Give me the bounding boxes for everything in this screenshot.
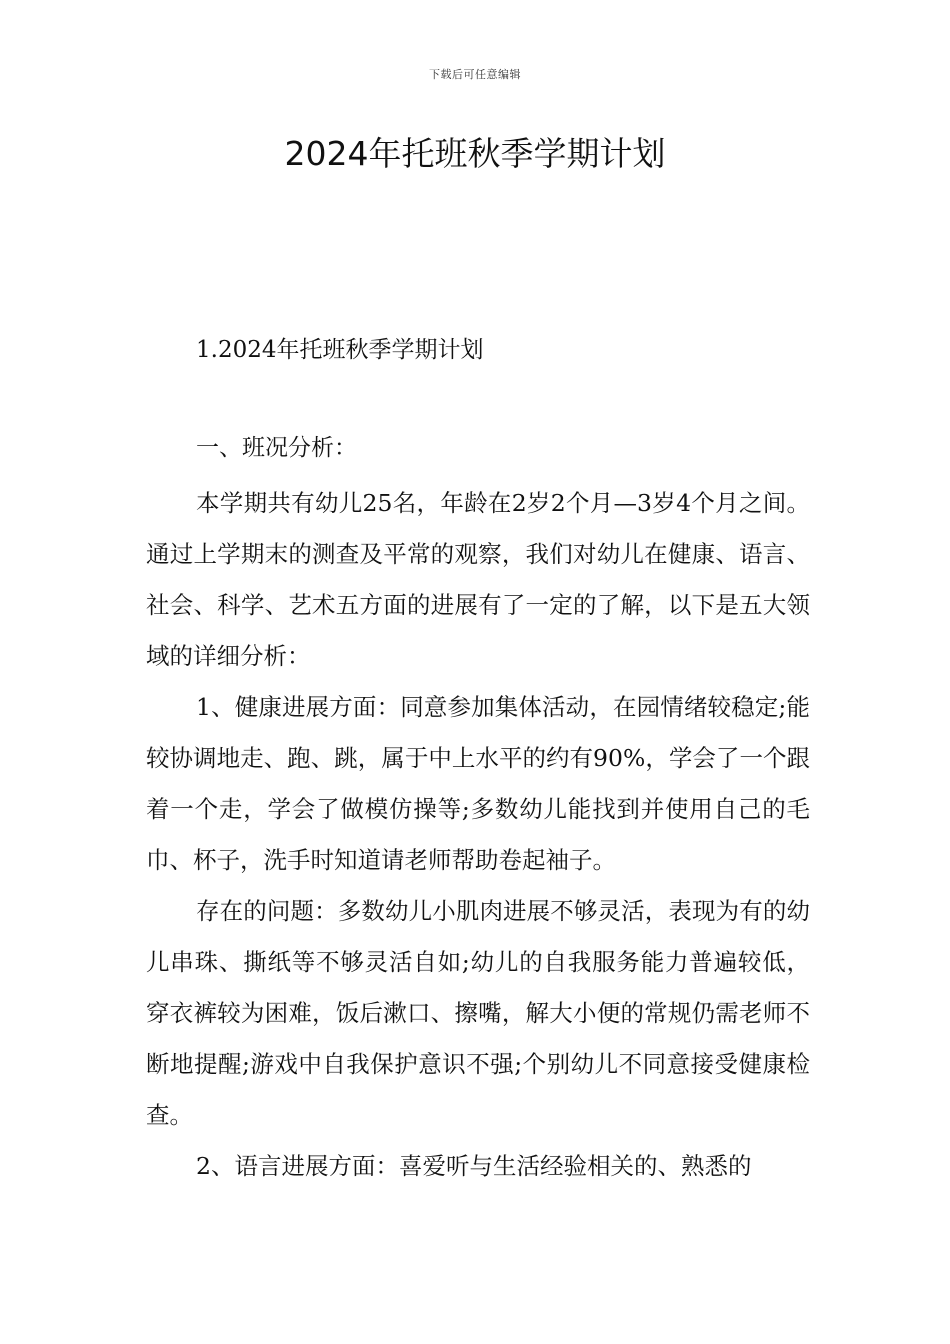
paragraph-language: 2、语言进展方面：喜爱听与生活经验相关的、熟悉的 bbox=[196, 1152, 752, 1180]
body-text bbox=[146, 478, 810, 1192]
sub-heading-class-analysis: 一、班况分析： bbox=[196, 435, 357, 461]
paragraph-intro: 本学期共有幼儿25名，年龄在2岁2个月—3岁4个月之间。通过上学期末的测查及平常的观察，我们对幼儿在健康、语言、社会、科学、艺术五方面的进展有了一定的了解，以下是五大领域的详细分析： bbox=[146, 489, 810, 670]
paragraph-problems: 存在的问题：多数幼儿小肌肉进展不够灵活，表现为有的幼儿串珠、撕纸等不够灵活自如;幼儿的自我服务能力普遍较低，穿衣裤较为困难，饭后漱口、擦嘴，解大小便的常规仍需老师不断地提醒;游戏中自我保护意识不强;个别幼儿不同意接受健康检查。 bbox=[146, 897, 810, 1129]
header-note: 下载后可任意编辑 bbox=[429, 68, 521, 81]
section-title: 1.2024年托班秋季学期计划 bbox=[196, 337, 484, 363]
document-title: 2024年托班秋季学期计划 bbox=[284, 134, 666, 173]
paragraph-health: 1、健康进展方面：同意参加集体活动，在园情绪较稳定;能较协调地走、跑、跳，属于中上水平的约有90%，学会了一个跟着一个走，学会了做模仿操等;多数幼儿能找到并使用自己的毛巾、杯子，洗手时知道请老师帮助卷起袖子。 bbox=[146, 693, 810, 874]
